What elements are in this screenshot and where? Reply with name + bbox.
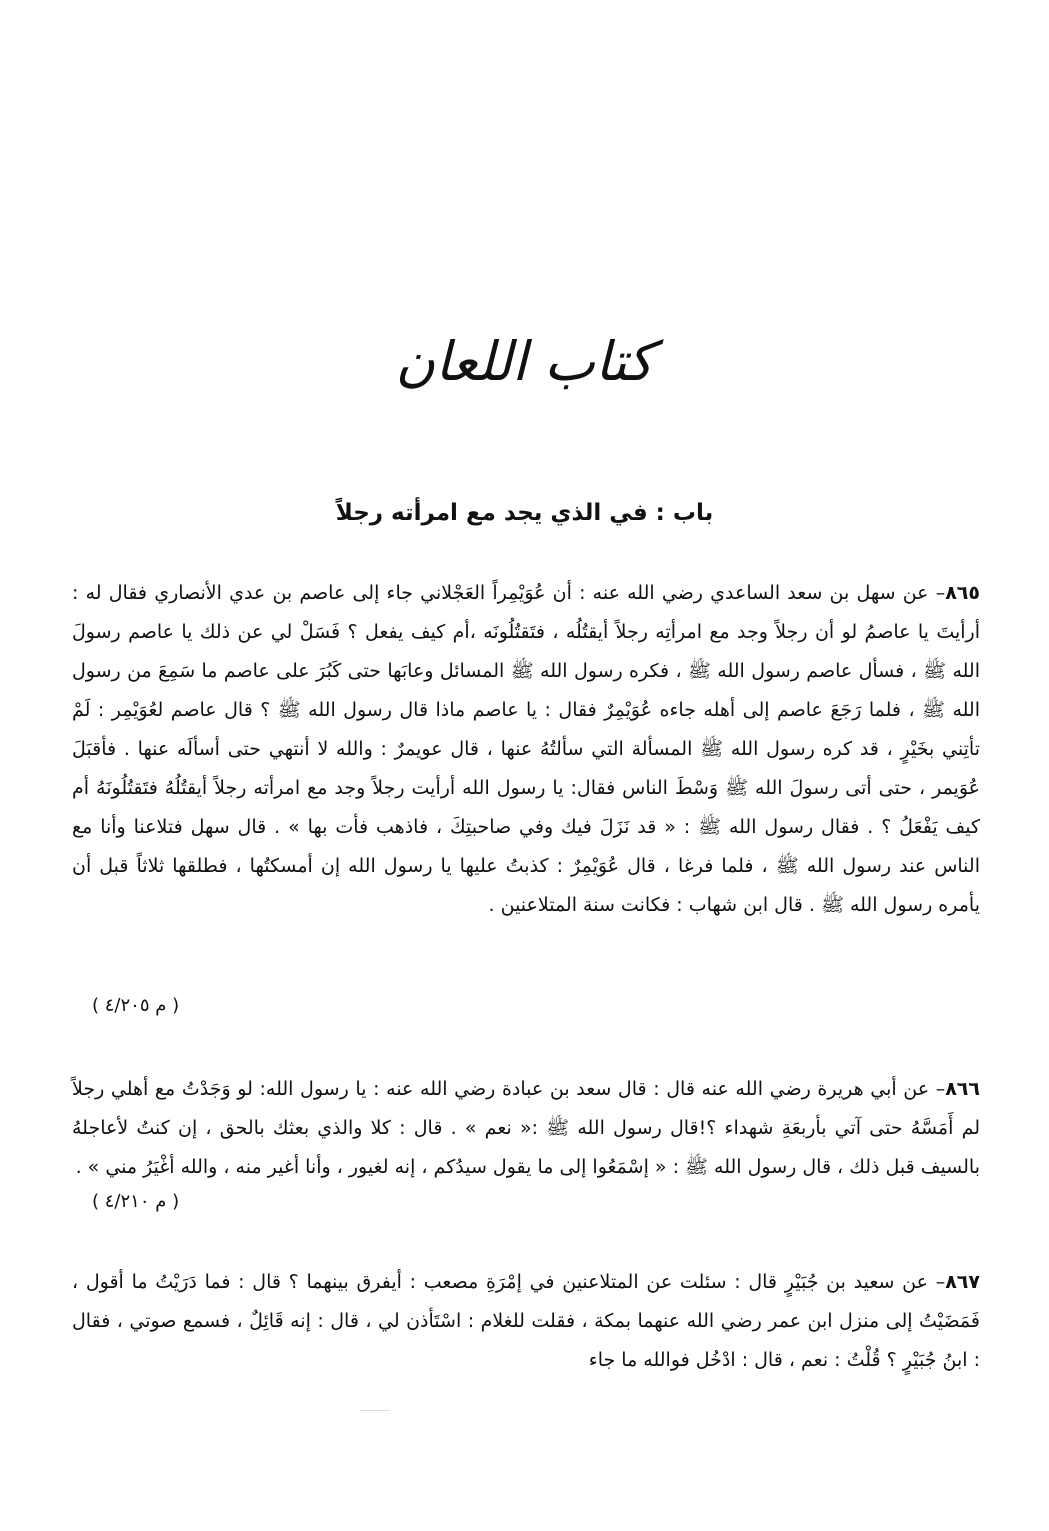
hadith-867 [72, 1263, 980, 1380]
hadith-866 [72, 1070, 980, 1187]
hadith-text: – عن سهل بن سعد الساعدي رضي الله عنه : أن عُوَيْمِراً العَجْلاني جاء إلى عاصم بن عدي الأنصاري فقال له : أرأيتَ يا عاصمُ لو أن رجلاً وجد مع امرأتِه رجلاً أيقتُلُه ، فتَقتُلُونَه ،أم كيف يفعل ؟ فَسَلْ لي عن ذلك يا عاصم رسولَ الله ﷺ ، فسأل عاصم رسول الله ﷺ ، فكره رسول الله ﷺ المسائل وعابَها حتى كَبُرَ على عاصم ما سَمِعَ من رسول الله ﷺ ، فلما رَجَعَ عاصم إلى أهله جاءه عُوَيْمِرٌ فقال : يا عاصم ماذا قال رسول الله ﷺ ؟ قال عاصم لعُوَيْمِر : لَمْ تأتِني بخَيْرٍ ، قد كره رسول الله ﷺ المسألة التي سألتُهُ عنها ، قال عويمرٌ : والله لا أنتهي حتى أسألَه عنها . فأقبَلَ عُوَيمر ، حتى أتى رسولَ الله ﷺ وَسْطَ الناس فقال: يا رسول الله أرأيت رجلاً وجد مع امرأته رجلاً أيقتُلُهُ فتَقتُلُونَهُ أم كيف يَفْعَلُ ؟ . فقال رسول الله ﷺ : « قد نَزَلَ فيك وفي صاحبتِكَ ، فاذهب فأت بها » . قال سهل فتلاعنا وأنا مع الناس عند رسول الله ﷺ ، فلما فرغا ، قال عُوَيْمِرٌ : كذبتُ عليها يا رسول الله إن أمسكتُها ، فطلقها ثلاثاً قبل أن يأمره رسول الله ﷺ . قال ابن شهاب : فكانت سنة المتلاعنين . [72, 582, 980, 916]
hadith-number: ٨٦٧ [945, 1271, 980, 1293]
hadith-reference: ( م ٤/٢٠٥ ) [92, 995, 180, 1016]
hadith-text: – عن سعيد بن جُبَيْرٍ قال : سئلت عن المتلاعنين في إمْرَةِ مصعب : أيفرق بينهما ؟ قال : فما دَرَيْتُ ما أقول ، فَمَضَيْتُ إلى منزل ابن عمر رضي الله عنهما بمكة ، فقلت للغلام : اسْتَأذن لي ، قال : إنه قَائِلٌ ، فسمع صوتي ، فقال : ابنُ جُبَيْرٍ ؟ قُلْتُ : نعم ، قال : ادْخُل فوالله ما جاء [72, 1271, 980, 1371]
hadith-number: ٨٦٥ [945, 582, 980, 604]
page-divider [360, 1410, 390, 1411]
chapter-title: باب : في الذي يجد مع امرأته رجلاً [335, 500, 714, 526]
hadith-text: – عن أبي هريرة رضي الله عنه قال : قال سعد بن عبادة رضي الله عنه : يا رسول الله: لو وَجَدْتُ مع أهلي رجلاً لم أَمَسَّهُ حتى آتي بأربعَةِ شهداء ؟!قال رسول الله ﷺ :« نعم » . قال : كلا والذي بعثك بالحق ، إن كنتُ لأعاجلهُ بالسيف قبل ذلك ، قال رسول الله ﷺ : « إسْمَعُوا إلى ما يقول سيدُكم ، إنه لغيور ، وأنا أغير منه ، والله أغْيَرُ مني » . [72, 1078, 980, 1178]
book-title: كتاب اللعان [395, 330, 654, 393]
hadith-reference: ( م ٤/٢١٠ ) [92, 1191, 180, 1212]
hadith-865 [72, 574, 980, 925]
hadith-number: ٨٦٦ [945, 1078, 980, 1100]
